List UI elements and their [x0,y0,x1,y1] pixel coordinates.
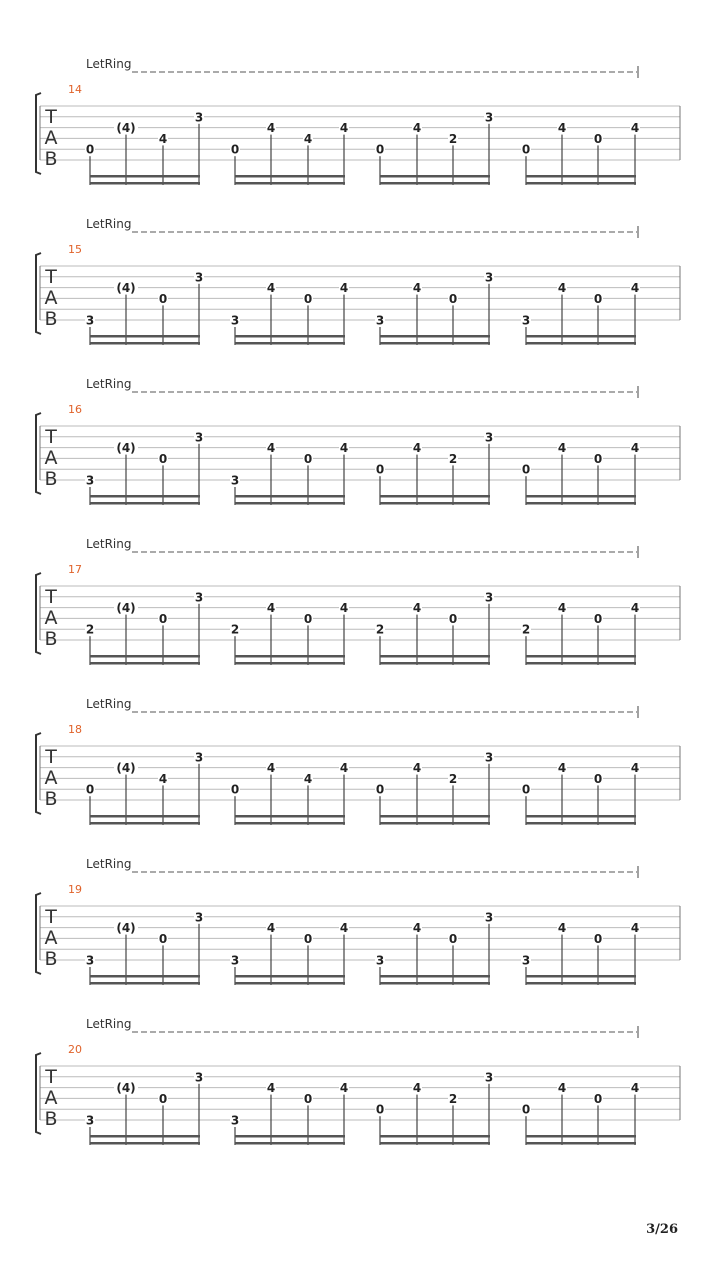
beam-secondary [90,982,200,985]
beam-primary [380,655,490,658]
page-number: 3/26 [646,1222,678,1237]
beam-secondary [380,822,490,825]
fret-number: 0 [85,782,95,797]
fret-number: 0 [375,142,385,157]
beam-primary [90,815,200,818]
beam-primary [235,1135,345,1138]
fret-number: 4 [339,761,349,776]
let-ring-label: LetRing [86,697,132,711]
fret-number: 4 [303,131,313,146]
beam-secondary [90,182,200,185]
fret-number: 4 [266,1081,276,1096]
fret-number: 4 [557,121,567,136]
tab-clef-letter: T [45,1066,57,1088]
beam-secondary [380,182,490,185]
beam-secondary [235,982,345,985]
fret-number: 4 [339,1081,349,1096]
fret-number: 3 [484,1070,494,1085]
fret-number: 4 [412,281,422,296]
tab-clef-letter: A [44,1087,58,1109]
beam-secondary [90,502,200,505]
fret-number: 3 [484,590,494,605]
fret-number: 3 [85,313,95,328]
fret-number: (4) [116,601,136,616]
beam-secondary [235,662,345,665]
beam-secondary [235,502,345,505]
fret-number: 0 [375,782,385,797]
beam-primary [90,335,200,338]
fret-number: 4 [266,281,276,296]
tab-clef-letter: T [45,906,57,928]
fret-number: 3 [85,953,95,968]
fret-number: (4) [116,441,136,456]
fret-number: 3 [194,910,204,925]
tab-system [36,57,680,185]
beam-secondary [90,342,200,345]
beam-primary [235,175,345,178]
fret-number: 0 [303,451,313,466]
beam-primary [526,335,636,338]
fret-number: 0 [158,931,168,946]
tab-clef-letter: T [45,266,57,288]
fret-number: 4 [412,761,422,776]
measure-number: 19 [68,883,82,896]
beam-primary [526,655,636,658]
let-ring-label: LetRing [86,537,132,551]
measure-number: 16 [68,403,82,416]
beam-primary [380,975,490,978]
fret-number: 3 [194,1070,204,1085]
fret-number: 3 [230,473,240,488]
fret-number: 4 [412,601,422,616]
beam-secondary [526,342,636,345]
tab-clef-letter: A [44,127,58,149]
fret-number: 4 [158,771,168,786]
beam-secondary [380,662,490,665]
fret-number: 2 [448,771,458,786]
fret-number: 4 [303,771,313,786]
fret-number: 3 [375,953,385,968]
tab-system [36,217,680,345]
fret-number: 0 [158,451,168,466]
fret-number: 4 [339,601,349,616]
tab-clef-letter: B [44,308,58,330]
fret-number: 4 [266,121,276,136]
fret-number: 0 [521,462,531,477]
beam-secondary [526,502,636,505]
fret-number: 4 [412,1081,422,1096]
fret-number: 4 [158,131,168,146]
fret-number: 3 [521,953,531,968]
fret-number: (4) [116,121,136,136]
measure-number: 18 [68,723,82,736]
fret-number: 4 [266,601,276,616]
fret-number: 3 [85,473,95,488]
tab-clef-letter: A [44,287,58,309]
tab-clef-letter: B [44,948,58,970]
let-ring-label: LetRing [86,57,132,71]
fret-number: 4 [557,441,567,456]
fret-number: 2 [521,622,531,637]
fret-number: 3 [484,430,494,445]
fret-number: 4 [339,281,349,296]
fret-number: 4 [412,921,422,936]
fret-number: 3 [194,750,204,765]
fret-number: 0 [158,1091,168,1106]
fret-number: 4 [557,1081,567,1096]
fret-number: 0 [593,131,603,146]
measure-number: 17 [68,563,82,576]
fret-number: 3 [230,313,240,328]
beam-primary [235,655,345,658]
measure-number: 15 [68,243,82,256]
fret-number: 0 [303,291,313,306]
beam-primary [90,175,200,178]
beam-secondary [235,822,345,825]
fret-number: 0 [593,451,603,466]
measure-number: 20 [68,1043,82,1056]
beam-primary [380,175,490,178]
tab-clef-letter: T [45,746,57,768]
fret-number: 3 [85,1113,95,1128]
fret-number: 4 [557,601,567,616]
fret-number: 4 [630,441,640,456]
beam-secondary [380,1142,490,1145]
tab-clef-letter: A [44,927,58,949]
fret-number: 3 [484,910,494,925]
beam-primary [380,815,490,818]
fret-number: 0 [593,931,603,946]
fret-number: 0 [230,782,240,797]
fret-number: 0 [158,611,168,626]
tab-clef-letter: A [44,607,58,629]
fret-number: 4 [339,441,349,456]
fret-number: 0 [521,1102,531,1117]
beam-primary [90,495,200,498]
fret-number: 0 [448,611,458,626]
beam-primary [526,1135,636,1138]
tab-clef-letter: B [44,1108,58,1130]
beam-secondary [526,662,636,665]
fret-number: 4 [630,921,640,936]
beam-secondary [235,1142,345,1145]
beam-secondary [526,1142,636,1145]
tab-clef-letter: B [44,148,58,170]
fret-number: 3 [194,110,204,125]
fret-number: 0 [521,142,531,157]
fret-number: 3 [230,953,240,968]
fret-number: 4 [557,921,567,936]
beam-primary [380,1135,490,1138]
tab-clef-letter: A [44,767,58,789]
fret-number: 0 [303,1091,313,1106]
let-ring-label: LetRing [86,1017,132,1031]
tab-clef-letter: A [44,447,58,469]
fret-number: 0 [593,1091,603,1106]
beam-primary [235,335,345,338]
fret-number: (4) [116,1081,136,1096]
beam-secondary [235,182,345,185]
beam-primary [380,495,490,498]
fret-number: 0 [303,931,313,946]
fret-number: 0 [448,291,458,306]
fret-number: 4 [630,601,640,616]
let-ring-label: LetRing [86,377,132,391]
fret-number: 3 [521,313,531,328]
fret-number: 4 [630,1081,640,1096]
fret-number: 0 [230,142,240,157]
fret-number: 3 [484,110,494,125]
fret-number: 0 [448,931,458,946]
beam-primary [526,495,636,498]
tab-system [36,697,680,825]
fret-number: 2 [448,451,458,466]
fret-number: 0 [303,611,313,626]
fret-number: 0 [593,771,603,786]
beam-primary [235,495,345,498]
tab-clef-letter: B [44,788,58,810]
beam-primary [526,975,636,978]
beam-primary [235,975,345,978]
fret-number: 0 [375,462,385,477]
beam-secondary [90,822,200,825]
beam-primary [90,975,200,978]
fret-number: 4 [630,761,640,776]
tab-system [36,537,680,665]
beam-primary [235,815,345,818]
beam-secondary [526,822,636,825]
fret-number: 4 [266,921,276,936]
fret-number: 4 [339,121,349,136]
tab-clef-letter: T [45,106,57,128]
fret-number: 4 [557,281,567,296]
fret-number: 3 [194,270,204,285]
fret-number: 2 [448,1091,458,1106]
fret-number: 4 [266,441,276,456]
fret-number: 4 [557,761,567,776]
tab-system [36,857,680,985]
beam-secondary [90,662,200,665]
fret-number: (4) [116,921,136,936]
fret-number: 3 [375,313,385,328]
fret-number: 3 [484,270,494,285]
fret-number: 4 [339,921,349,936]
beam-secondary [380,502,490,505]
let-ring-label: LetRing [86,217,132,231]
beam-primary [90,655,200,658]
tab-clef-letter: T [45,586,57,608]
tab-clef-letter: B [44,468,58,490]
fret-number: 0 [593,291,603,306]
fret-number: 3 [194,430,204,445]
beam-primary [526,815,636,818]
tab-clef-letter: B [44,628,58,650]
fret-number: 0 [85,142,95,157]
fret-number: 2 [448,131,458,146]
measure-number: 14 [68,83,82,96]
fret-number: 4 [266,761,276,776]
fret-number: 0 [593,611,603,626]
beam-secondary [380,982,490,985]
beam-secondary [526,182,636,185]
beam-secondary [235,342,345,345]
tab-clef-letter: T [45,426,57,448]
beam-secondary [380,342,490,345]
fret-number: 0 [521,782,531,797]
tab-system [36,1017,680,1145]
fret-number: (4) [116,761,136,776]
fret-number: 3 [194,590,204,605]
let-ring-label: LetRing [86,857,132,871]
fret-number: 3 [230,1113,240,1128]
fret-number: 4 [630,121,640,136]
beam-primary [526,175,636,178]
fret-number: 4 [412,121,422,136]
fret-number: 2 [230,622,240,637]
fret-number: 0 [158,291,168,306]
beam-primary [90,1135,200,1138]
tab-system [36,377,680,505]
fret-number: 0 [375,1102,385,1117]
fret-number: (4) [116,281,136,296]
fret-number: 4 [630,281,640,296]
beam-secondary [526,982,636,985]
beam-primary [380,335,490,338]
fret-number: 4 [412,441,422,456]
fret-number: 3 [484,750,494,765]
fret-number: 2 [375,622,385,637]
beam-secondary [90,1142,200,1145]
fret-number: 2 [85,622,95,637]
